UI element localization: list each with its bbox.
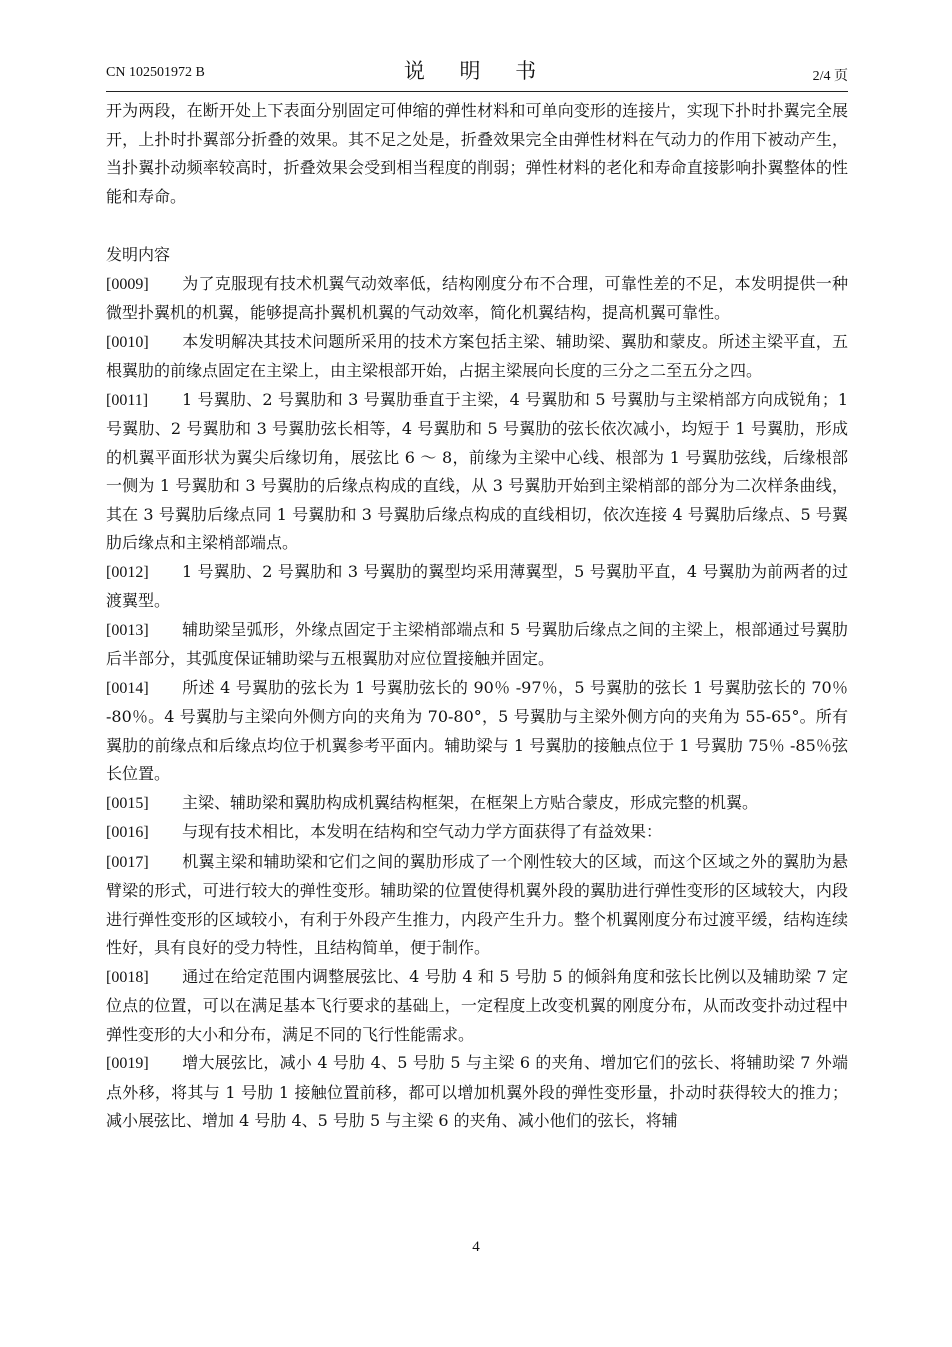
paragraph	[106, 789, 848, 819]
paragraph-list	[106, 270, 848, 1136]
paragraph-number: [0014]	[106, 679, 149, 697]
intro-paragraph: 开为两段，在断开处上下表面分别固定可伸缩的弹性材料和可单向变形的连接片，实现下扑时扑翼完全展开，上扑时扑翼部分折叠的效果。其不足之处是，折叠效果完全由弹性材料在气动力的作用下被动产生，当扑翼扑动频率较高时，折叠效果会受到相当程度的削弱；弹性材料的老化和寿命直接影响扑翼整体的性能和寿命。	[106, 101, 848, 206]
paragraph	[106, 616, 848, 674]
paragraph-number: [0012]	[106, 563, 149, 581]
paragraph-number: [0010]	[106, 333, 149, 351]
paragraph-number: [0013]	[106, 621, 149, 639]
paragraph-text: 为了克服现有技术机翼气动效率低，结构刚度分布不合理，可靠性差的不足，本发明提供一种微型扑翼机的机翼，能够提高扑翼机机翼的气动效率，简化机翼结构，提高机翼可靠性。	[106, 273, 848, 322]
paragraph	[106, 1049, 848, 1136]
paragraph-text: 增大展弦比，减小 4 号肋 4、5 号肋 5 与主梁 6 的夹角、增加它们的弦长、将辅助梁 7 外端点外移，将其与 1 号肋 1 接触位置前移，都可以增加机翼外段的弹性变形量，扑动时获得较大的推力；减小展弦比、增加 4 号肋 4、5 号肋 5 与主梁 6 的夹角、减小他们的弦长，将辅	[106, 1053, 848, 1130]
paragraph-number: [0011]	[106, 391, 149, 409]
paragraph-text: 辅助梁呈弧形，外缘点固定于主梁梢部端点和 5 号翼肋后缘点之间的主梁上，根部通过号翼肋后半部分，其弧度保证辅助梁与五根翼肋对应位置接触并固定。	[106, 619, 848, 668]
page-indicator: 2/4 页	[812, 69, 848, 84]
paragraph-number: [0017]	[106, 853, 149, 871]
patent-number: CN 102501972 B	[106, 65, 205, 80]
document-body	[106, 97, 848, 1136]
header-divider	[106, 91, 848, 92]
page-number: 4	[472, 1239, 480, 1255]
paragraph	[106, 558, 848, 616]
paragraph-text: 主梁、辅助梁和翼肋构成机翼结构框架，在框架上方贴合蒙皮，形成完整的机翼。	[182, 792, 759, 812]
page-header	[106, 52, 848, 90]
paragraph	[106, 818, 848, 848]
paragraph-text: 通过在给定范围内调整展弦比、4 号肋 4 和 5 号肋 5 的倾斜角度和弦长比例以及辅助梁 7 定位点的位置，可以在满足基本飞行要求的基础上，一定程度上改变机翼的刚度分布，从而改变扑动过程中弹性变形的大小和分布，满足不同的飞行性能需求。	[106, 966, 848, 1044]
paragraph-text: 所述 4 号翼肋的弦长为 1 号翼肋弦长的 90％ -97％，5 号翼肋的弦长 1 号翼肋弦长的 70％ -80％。4 号翼肋与主梁向外侧方向的夹角为 70-80°，5 号翼肋与主梁外侧方向的夹角为 55-65°。所有翼肋的前缘点和后缘点均位于机翼参考平面内。辅助梁与 1 号翼肋的接触点位于 1 号翼肋 75％ -85％弦长位置。	[106, 677, 848, 783]
paragraph-number: [0015]	[106, 794, 149, 812]
paragraph-text: 本发明解决其技术问题所采用的技术方案包括主梁、辅助梁、翼肋和蒙皮。所述主梁平直，五根翼肋的前缘点固定在主梁上，由主梁根部开始，占据主梁展向长度的三分之二至五分之四。	[106, 331, 848, 380]
paragraph-text: 1 号翼肋、2 号翼肋和 3 号翼肋的翼型均采用薄翼型，5 号翼肋平直，4 号翼肋为前两者的过渡翼型。	[106, 561, 848, 610]
paragraph-number: [0019]	[106, 1055, 149, 1072]
paragraph	[106, 848, 848, 963]
paragraph-number: [0016]	[106, 824, 149, 841]
paragraph-text: 1 号翼肋、2 号翼肋和 3 号翼肋垂直于主梁，4 号翼肋和 5 号翼肋与主梁梢部方向成锐角；1 号翼肋、2 号翼肋和 3 号翼肋弦长相等，4 号翼肋和 5 号翼肋的弦长依次减小，均短于 1 号翼肋，形成的机翼平面形状为翼尖后缘切角，展弦比 6 ～ 8，前缘为主梁中心线、根部为 1 号翼肋弦线，后缘根部一侧为 1 号翼肋和 3 号翼肋的后缘点构成的直线，从 3 号翼肋开始到主梁梢部的部分为二次样条曲线，其在 3 号翼肋后缘点同 1 号翼肋和 3 号翼肋后缘点构成的直线相切，依次连接 4 号翼肋后缘点、5 号翼肋后缘点和主梁梢部端点。	[106, 389, 848, 552]
paragraph	[106, 328, 848, 386]
paragraph-number: [0009]	[106, 275, 149, 293]
paragraph-text: 机翼主梁和辅助梁和它们之间的翼肋形成了一个刚性较大的区域，而这个区域之外的翼肋为悬臂梁的形式，可进行较大的弹性变形。辅助梁的位置使得机翼外段的翼肋进行弹性变形的区域较大，内段进行弹性变形的区域较小，有利于外段产生推力，内段产生升力。整个机翼刚度分布过渡平缓，结构连续性好，具有良好的受力特性，且结构简单，便于制作。	[106, 851, 848, 957]
document-title: 说 明 书	[403, 59, 551, 83]
paragraph	[106, 674, 848, 789]
section-heading: 发明内容	[106, 245, 171, 264]
paragraph-number: [0018]	[106, 968, 149, 986]
paragraph	[106, 270, 848, 328]
paragraph-text: 与现有技术相比，本发明在结构和空气动力学方面获得了有益效果：	[182, 822, 663, 841]
paragraph	[106, 963, 848, 1050]
paragraph	[106, 386, 848, 558]
